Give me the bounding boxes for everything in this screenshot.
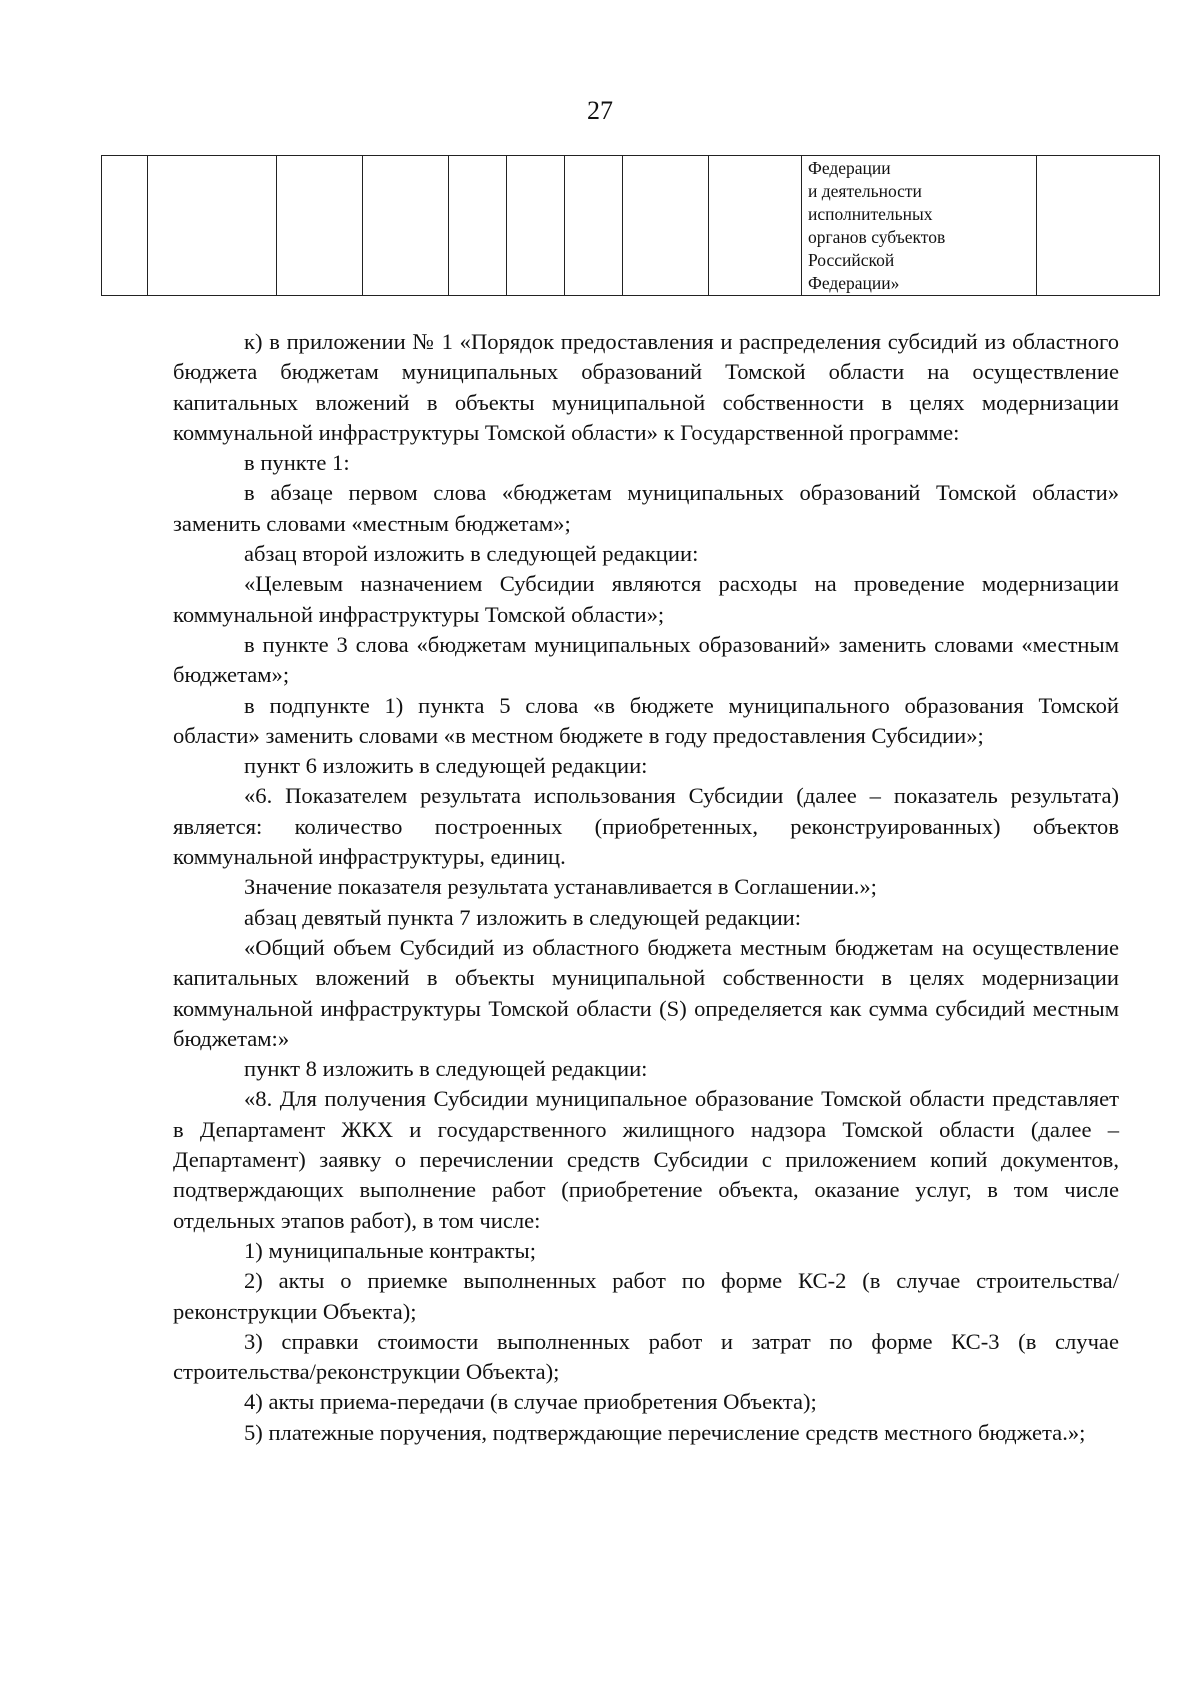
table-cell (102, 156, 148, 296)
paragraph: 2) акты о приемке выполненных работ по форме КС-2 (в случае строительства/реконструкции Объекта); (173, 1268, 1119, 1324)
paragraph: в пункте 3 слова «бюджетам муниципальных образований» заменить словами «местным бюджетам»; (173, 631, 1119, 688)
paragraph: Значение показателя результата устанавливается в Соглашении.»; (244, 874, 877, 900)
table-cell (148, 156, 277, 296)
paragraph: «6. Показателем результата использования Субсидии (далее – показатель результата) является: количество построенных (приобретенных, реконструированных) объектов коммунальной инфраструктуры, единиц. (173, 783, 1119, 870)
table-cell (277, 156, 363, 296)
paragraph: 3) справки стоимости выполненных работ и затрат по форме КС-3 (в случае строительства/реконструкции Объекта); (173, 1328, 1119, 1385)
paragraph: пункт 8 изложить в следующей редакции: (244, 1056, 648, 1082)
paragraph: 4) акты приема-передачи (в случае приобретения Объекта); (244, 1389, 817, 1415)
paragraph: абзац девятый пункта 7 изложить в следующей редакции: (244, 904, 802, 930)
table-cell (507, 156, 565, 296)
table-cell (802, 156, 1037, 296)
paragraph: 5) платежные поручения, подтверждающие перечисление средств местного бюджета.»; (244, 1419, 1086, 1445)
paragraph: к) в приложении № 1 «Порядок предоставления и распределения субсидий из областного бюджета бюджетам муниципальных образований Томской области на осуществление капитальных вложений в объекты муниципальной собственности в целях модернизации коммунальной инфраструктуры Томской области» к Государственной программе: (173, 329, 1119, 445)
table-cell (565, 156, 623, 296)
paragraph: в пункте 1: (244, 450, 350, 476)
paragraph: 1) муниципальные контракты; (244, 1237, 536, 1263)
paragraph: в подпункте 1) пункта 5 слова «в бюджете муниципального образования Томской области» заменить словами «в местном бюджете в году предоставления Субсидии»; (173, 692, 1119, 748)
table-cell (449, 156, 507, 296)
table-row (102, 156, 1160, 296)
paragraph: в абзаце первом слова «бюджетам муниципальных образований Томской области» заменить словами «местным бюджетам»; (173, 480, 1119, 536)
document-body (173, 327, 1119, 1448)
table-cell (363, 156, 449, 296)
continuation-table (101, 155, 1160, 296)
paragraph: абзац второй изложить в следующей редакции: (244, 541, 699, 567)
table-cell (1037, 156, 1160, 296)
paragraph: «Общий объем Субсидий из областного бюджета местным бюджетам на осуществление капитальных вложений в объекты муниципальной собственности в целях модернизации коммунальной инфраструктуры Томской области (S) определяется как сумма субсидий местным бюджетам:» (173, 934, 1119, 1051)
page-number: 27 (587, 96, 613, 125)
table-cell (623, 156, 709, 296)
table-cell (709, 156, 802, 296)
table-cell-text: Федерации и деятельности исполнительных органов субъектов Российской Федерации» (808, 158, 946, 293)
paragraph: пункт 6 изложить в следующей редакции: (244, 753, 648, 779)
paragraph: «Целевым назначением Субсидии являются расходы на проведение модернизации коммунальной инфраструктуры Томской области»; (173, 571, 1119, 627)
paragraph: «8. Для получения Субсидии муниципальное образование Томской области представляет в Департамент ЖКХ и государственного жилищного надзора Томской области (далее – Департамент) заявку о перечислении средств Субсидии с приложением копий документов, подтверждающих выполнение работ (приобретение объекта, оказание услуг, в том числе отдельных этапов работ), в том числе: (173, 1086, 1119, 1233)
